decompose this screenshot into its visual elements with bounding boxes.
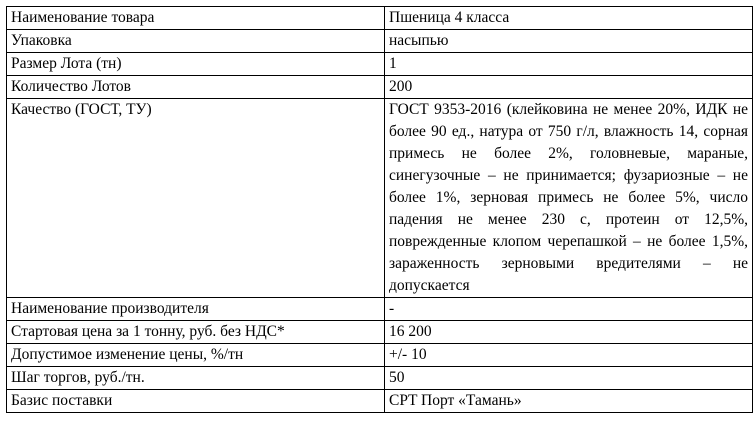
row-value: 1 xyxy=(385,53,753,76)
table-row xyxy=(7,367,753,390)
row-label: Допустимое изменение цены, %/тн xyxy=(7,344,385,367)
row-label: Наименование производителя xyxy=(7,298,385,321)
row-value: CPT Порт «Тамань» xyxy=(385,390,753,413)
row-label: Наименование товара xyxy=(7,7,385,30)
table-row xyxy=(7,76,753,99)
row-value: 16 200 xyxy=(385,321,753,344)
row-label: Качество (ГОСТ, ТУ) xyxy=(7,99,385,298)
table-row xyxy=(7,30,753,53)
table-row xyxy=(7,53,753,76)
row-value: насыпью xyxy=(385,30,753,53)
table-row xyxy=(7,344,753,367)
row-value: - xyxy=(385,298,753,321)
row-label: Количество Лотов xyxy=(7,76,385,99)
product-spec-table xyxy=(6,6,753,413)
row-value: ГОСТ 9353-2016 (клейковина не менее 20%, ИДК не более 90 ед., натура от 750 г/л, влажность 14, сорная примесь не более 2%, головневые, мараные, синегузочные – не принимается; фузариозные – не более 1%, зерновая примесь не более 5%, число падения не менее 230 с, протеин от 12,5%, поврежденные клопом черепашкой – не более 1,5%, зараженность зерновыми вредителями – не допускается xyxy=(385,99,753,298)
row-label: Упаковка xyxy=(7,30,385,53)
row-label: Шаг торгов, руб./тн. xyxy=(7,367,385,390)
row-value: 200 xyxy=(385,76,753,99)
table-row xyxy=(7,7,753,30)
row-value: +/- 10 xyxy=(385,344,753,367)
table-row xyxy=(7,298,753,321)
table-row xyxy=(7,321,753,344)
row-label: Базис поставки xyxy=(7,390,385,413)
table-row xyxy=(7,390,753,413)
row-label: Стартовая цена за 1 тонну, руб. без НДС* xyxy=(7,321,385,344)
row-value: 50 xyxy=(385,367,753,390)
row-value: Пшеница 4 класса xyxy=(385,7,753,30)
row-label: Размер Лота (тн) xyxy=(7,53,385,76)
table-row xyxy=(7,99,753,298)
